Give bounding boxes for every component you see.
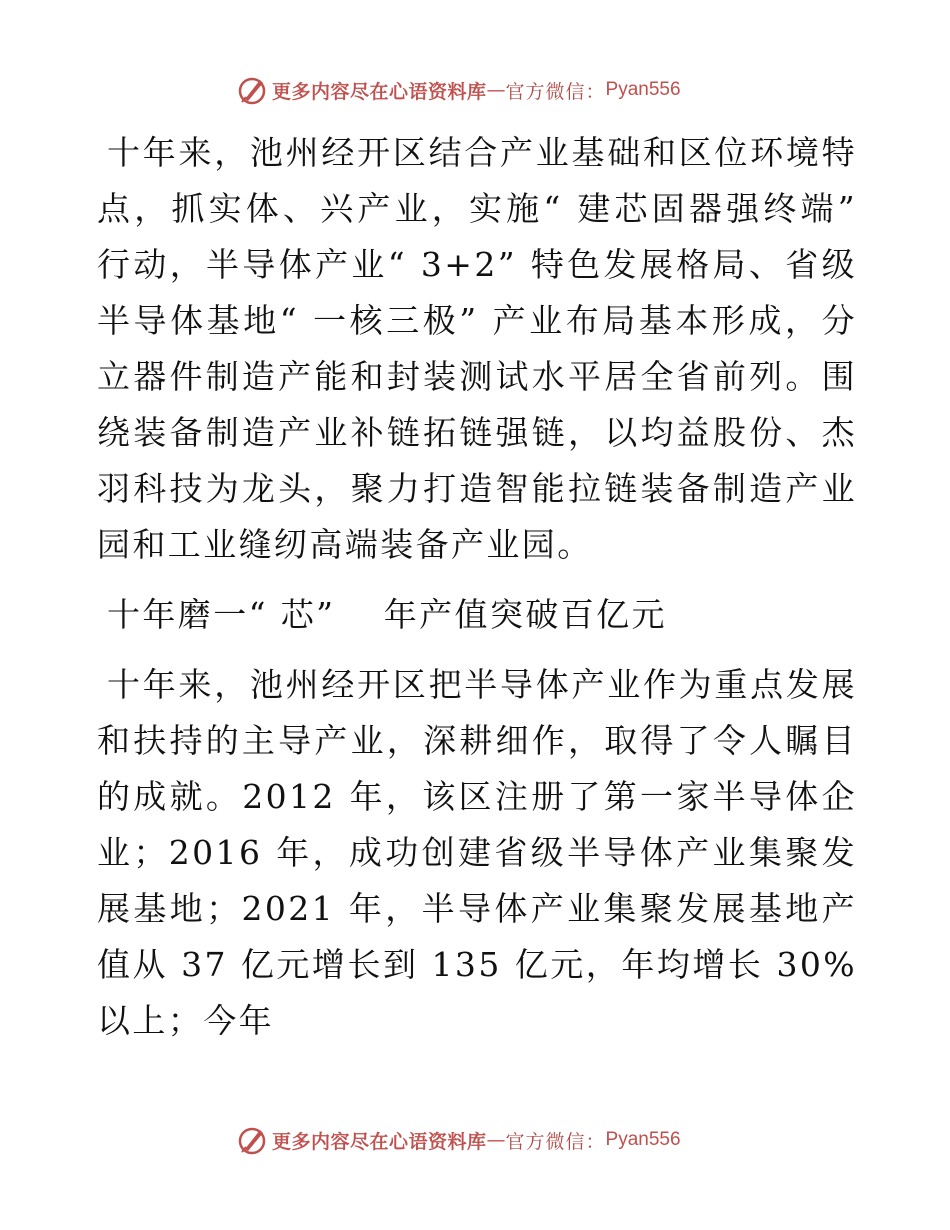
watermark-wechat-id: Pyan556	[605, 79, 681, 100]
watermark-official-label: 官方微信：	[505, 80, 606, 103]
watermark-separator: —	[486, 1129, 506, 1151]
footer-watermark	[236, 1123, 681, 1157]
watermark-text: 更多内容尽在心语资料库	[272, 80, 487, 103]
paragraph-1: 十年来，池州经开区结合产业基础和区位环境特点，抓实体、兴产业，实施“ 建芯固器强终端” 行动，半导体产业“ 3+2” 特色发展格局、省级半导体基地“ 一核三极” 产业布局基本形成，分立器件制造产能和封装测试水平居全省前列。围绕装备制造产业补链拓链强链，以均益股份、杰羽科技为龙头，聚力打造智能拉链装备制造产业园和工业缝纫高端装备产业园。	[97, 133, 857, 564]
watermark-official-label: 官方微信：	[505, 1130, 606, 1153]
watermark-separator: —	[486, 79, 506, 101]
quill-pen-logo-icon	[236, 1124, 268, 1156]
header-watermark	[236, 73, 681, 107]
watermark-wechat-id: Pyan556	[605, 1129, 681, 1150]
section-heading: 十年磨一“ 芯” 年产值突破百亿元	[107, 595, 667, 634]
document-body	[97, 125, 857, 1049]
watermark-text: 更多内容尽在心语资料库	[272, 1130, 487, 1153]
quill-pen-logo-icon	[236, 74, 268, 106]
paragraph-2: 十年来，池州经开区把半导体产业作为重点发展和扶持的主导产业，深耕细作，取得了令人瞩目的成就。2012 年，该区注册了第一家半导体企业；2016 年，成功创建省级半导体产业集聚发展基地；2021 年，半导体产业集聚发展基地产值从 37 亿元增长到 135 亿元，年均增长 30%以上；今年	[97, 665, 857, 1040]
